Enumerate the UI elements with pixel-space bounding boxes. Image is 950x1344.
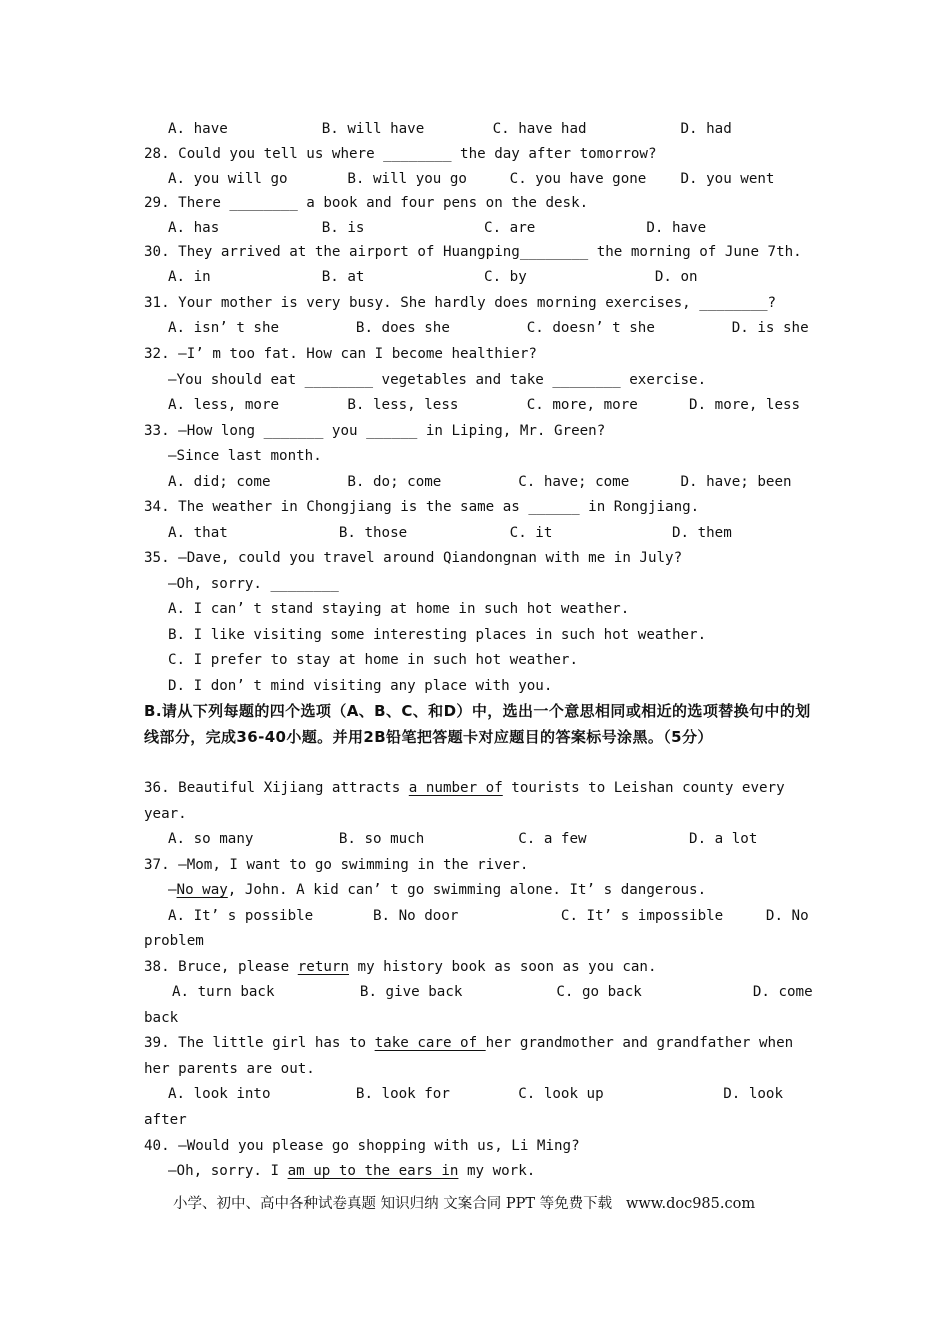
q39-text-post: her grandmother and grandfather when [485, 1035, 794, 1051]
q38-text-pre: 38. Bruce, please [144, 959, 298, 975]
q32-options: A. less, more B. less, less C. more, more D. more, less [168, 397, 801, 413]
question-33: 33. —How long _______ you ______ in Liping, Mr. Green? [144, 423, 606, 439]
q39-options: A. look into B. look for C. look up D. look [168, 1086, 783, 1102]
q34-options: A. that B. those C. it D. them [168, 525, 732, 541]
q40-text-pre: —Oh, sorry. I [168, 1163, 288, 1179]
q37-dash: — [168, 882, 177, 898]
question-28: 28. Could you tell us where ________ the day after tomorrow? [144, 146, 657, 162]
q39-wrap-2: after [144, 1112, 187, 1128]
q38-options: A. turn back B. give back C. go back D. come [172, 984, 813, 1000]
q37-underlined-phrase: No way [176, 882, 228, 898]
q38-wrap: back [144, 1010, 179, 1026]
page-footer: 小学、初中、高中各种试卷真题 知识归纳 文案合同 PPT 等免费下载 www.doc985.com [173, 1196, 756, 1212]
q36-text-pre: 36. Beautiful Xijiang attracts [144, 780, 409, 796]
q39-wrap: her parents are out. [144, 1061, 315, 1077]
q27-options: A. have B. will have C. have had D. had [168, 121, 732, 137]
q40-reply [168, 1162, 535, 1180]
q29-options: A. has B. is C. are D. have [168, 220, 707, 236]
q37-wrap: problem [144, 933, 204, 949]
q39-text-pre: 39. The little girl has to [144, 1035, 375, 1051]
q40-text-post: my work. [458, 1163, 536, 1179]
q40-underlined-phrase: am up to the ears in [287, 1163, 459, 1179]
question-40: 40. —Would you please go shopping with us, Li Ming? [144, 1138, 580, 1154]
q33-reply: —Since last month. [168, 448, 322, 464]
section-b-instructions: B.请从下列每题的四个选项（A、B、C、和D）中，选出一个意思相同或相近的选项替换句中的划线部分，完成36-40小题。并用2B铅笔把答题卡对应题目的答案标号涂黑。（5分） [144, 702, 811, 746]
q35-option-b: B. I like visiting some interesting places in such hot weather. [168, 627, 707, 643]
question-36 [144, 779, 785, 797]
q36-text-post: tourists to Leishan county every [502, 780, 785, 796]
q36-options: A. so many B. so much C. a few D. a lot [168, 831, 758, 847]
question-34: 34. The weather in Chongjiang is the same as ______ in Rongjiang. [144, 499, 700, 515]
q39-underlined-phrase: take care of [374, 1035, 486, 1051]
question-29: 29. There ________ a book and four pens on the desk. [144, 195, 589, 211]
question-39 [144, 1034, 793, 1052]
question-35: 35. —Dave, could you travel around Qiandongnan with me in July? [144, 550, 683, 566]
q31-options: A. isn’ t she B. does she C. doesn’ t she D. is she [168, 320, 809, 336]
q35-option-d: D. I don’ t mind visiting any place with you. [168, 678, 553, 694]
q37-reply [168, 881, 706, 899]
q35-option-a: A. I can’ t stand staying at home in such hot weather. [168, 601, 630, 617]
q36-wrap: year. [144, 806, 187, 822]
question-30: 30. They arrived at the airport of Huangping________ the morning of June 7th. [144, 244, 802, 260]
q37-options: A. It’ s possible B. No door C. It’ s impossible D. No [168, 908, 809, 924]
question-38 [144, 958, 657, 976]
q36-underlined-phrase: a number of [408, 780, 503, 796]
q35-reply: —Oh, sorry. ________ [168, 576, 339, 592]
q37-text-post: , John. A kid can’ t go swimming alone. It’ s dangerous. [227, 882, 707, 898]
q38-underlined-word: return [297, 959, 349, 975]
question-31: 31. Your mother is very busy. She hardly does morning exercises, ________? [144, 295, 777, 311]
q30-options: A. in B. at C. by D. on [168, 269, 698, 285]
q38-text-post: my history book as soon as you can. [349, 959, 657, 975]
question-32: 32. —I’ m too fat. How can I become healthier? [144, 346, 537, 362]
q33-options: A. did; come B. do; come C. have; come D. have; been [168, 474, 792, 490]
q28-options: A. you will go B. will you go C. you have gone D. you went [168, 171, 775, 187]
question-37: 37. —Mom, I want to go swimming in the river. [144, 857, 529, 873]
q35-option-c: C. I prefer to stay at home in such hot weather. [168, 652, 578, 668]
q32-reply: —You should eat ________ vegetables and take ________ exercise. [168, 372, 707, 388]
